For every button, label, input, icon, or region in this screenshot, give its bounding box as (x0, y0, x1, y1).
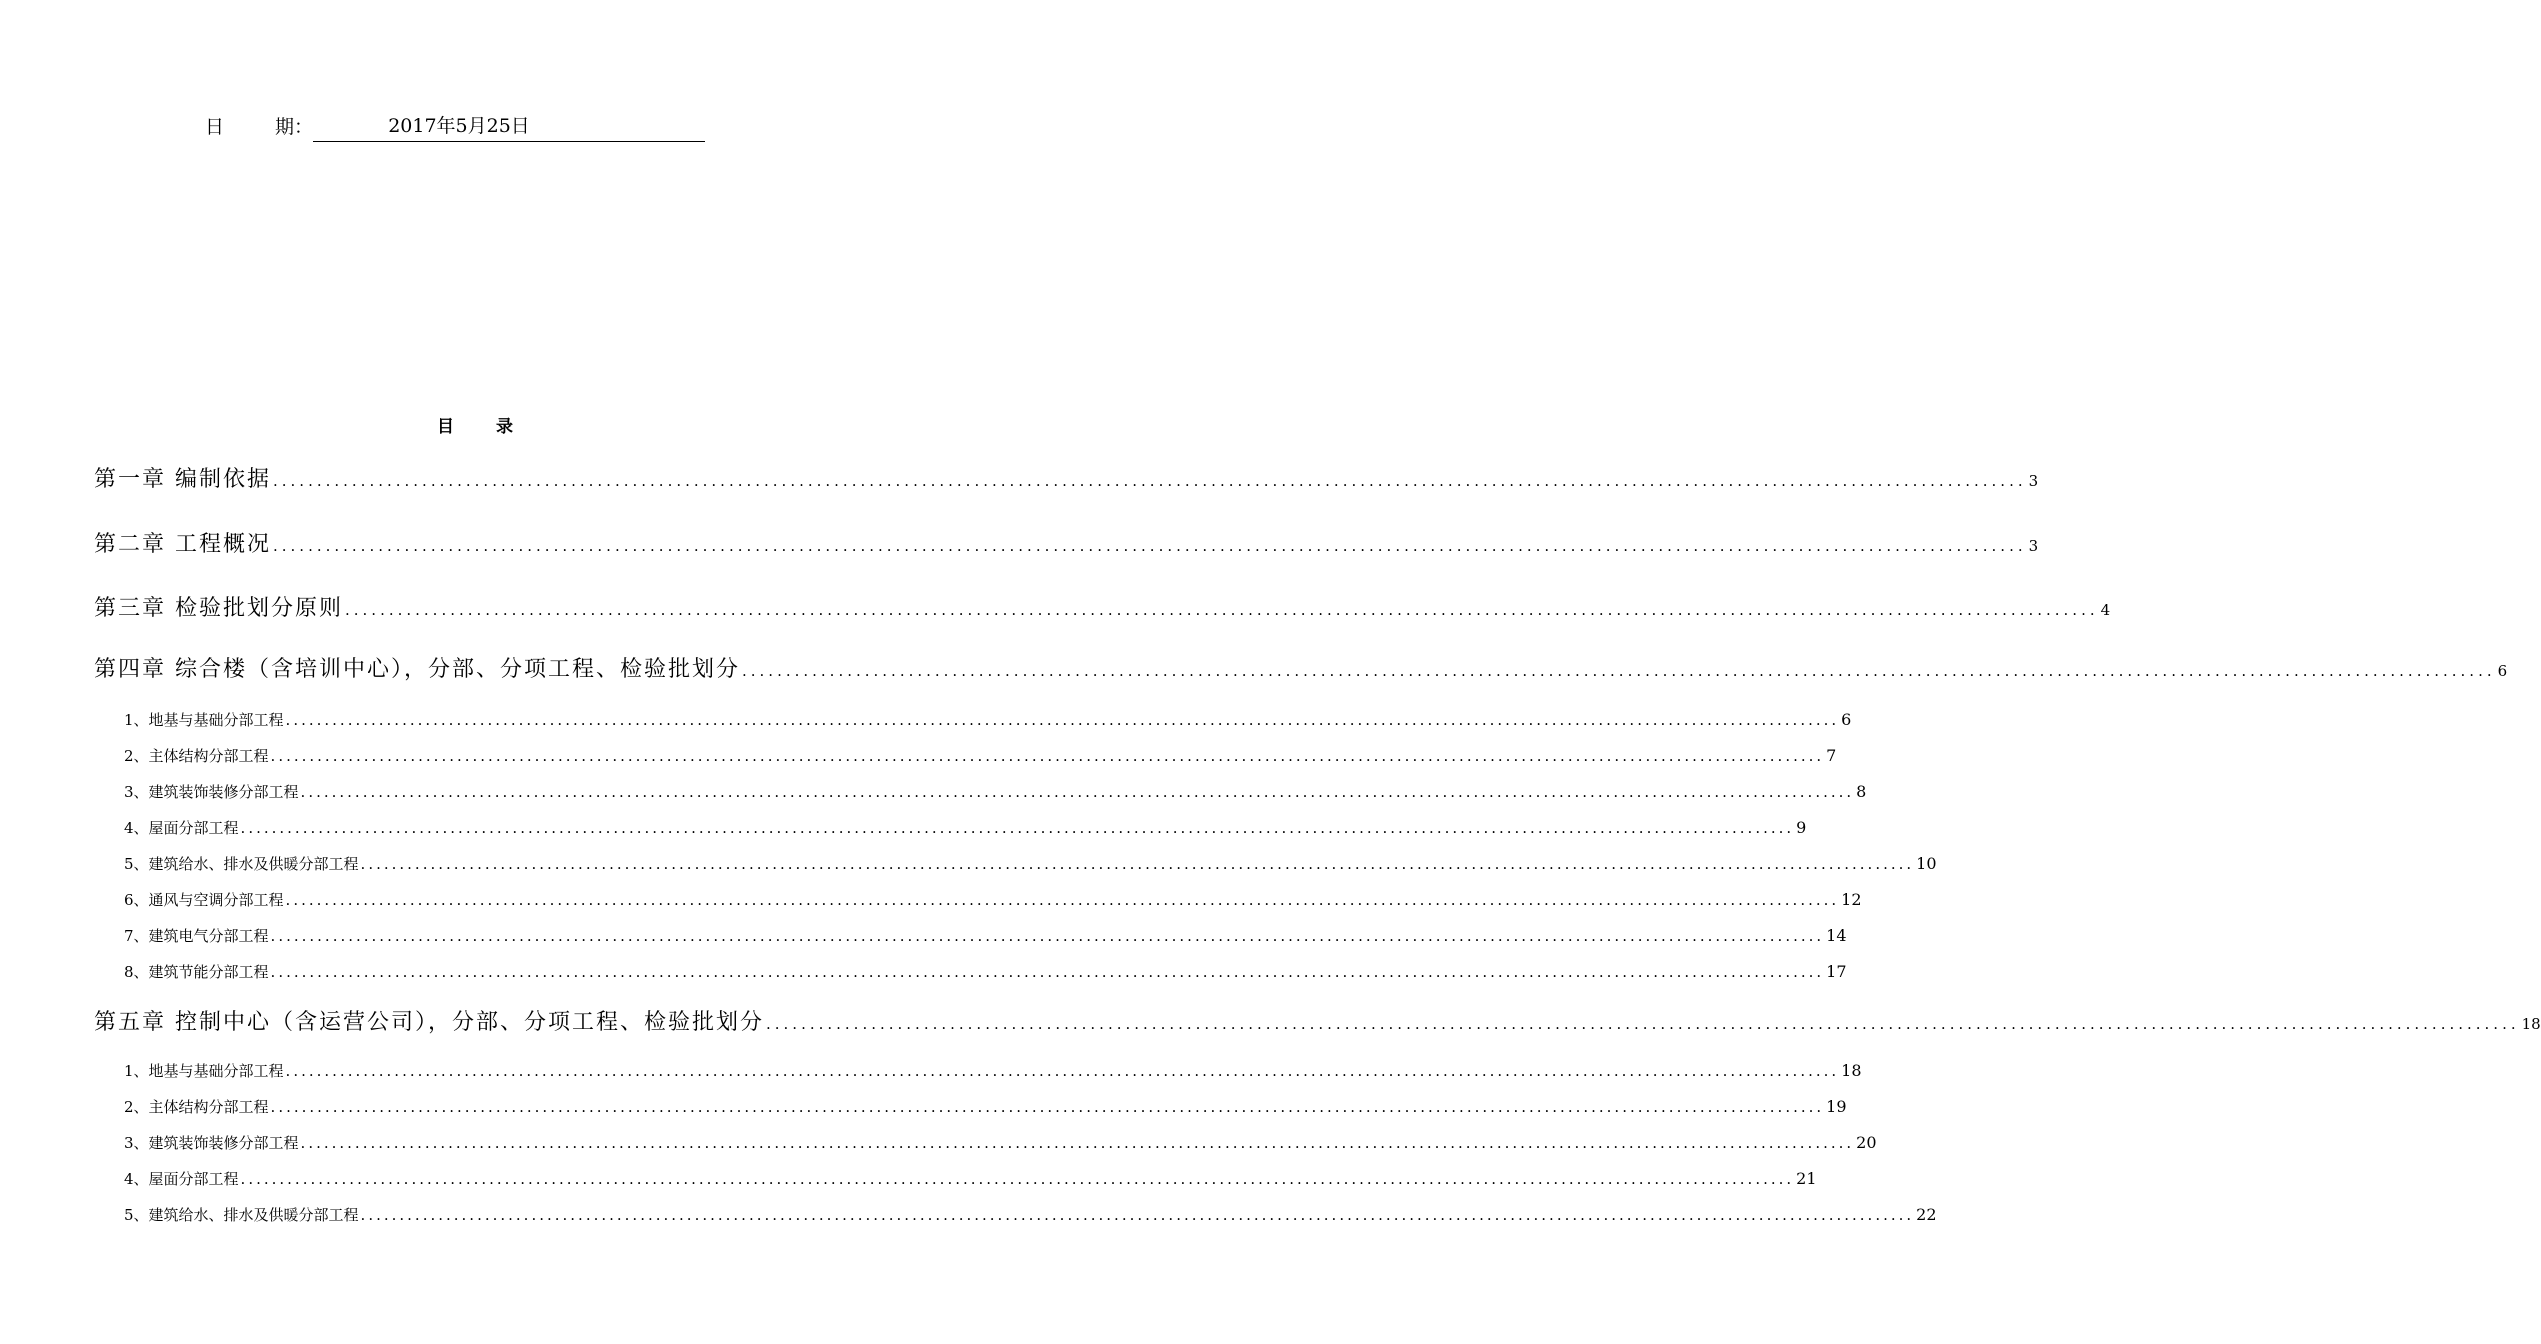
toc-entry-page: 6 (2497, 662, 2508, 680)
date-label-left: 日 (205, 116, 225, 138)
date-line (205, 112, 705, 142)
toc-entry-section[interactable] (124, 1168, 1817, 1189)
toc-leader-dots: ........................................................................................................................................................................................................ (270, 927, 1825, 945)
toc-leader-dots: ........................................................................................................................................................................................................ (273, 537, 2027, 555)
toc-leader-dots: ........................................................................................................................................................................................................ (742, 662, 2496, 680)
toc-entry-page: 19 (1826, 1097, 1847, 1116)
toc-entry-page: 3 (2028, 472, 2039, 490)
toc-entry-page: 10 (1916, 854, 1937, 873)
toc-entry-text: 4、屋面分部工程 (124, 1170, 239, 1188)
toc-leader-dots: ........................................................................................................................................................................................................ (285, 711, 1840, 729)
toc-entry-section[interactable] (124, 925, 1847, 946)
toc-entry-section[interactable] (124, 1060, 1862, 1081)
toc-entry-page: 4 (2100, 601, 2111, 619)
toc-entry-chapter-1[interactable] (94, 462, 2039, 493)
toc-entry-page: 18 (1841, 1061, 1862, 1080)
toc-entry-section[interactable] (124, 817, 1807, 838)
toc-entry-text: 第一章 编制依据 (94, 467, 271, 492)
toc-entry-page: 18 (2521, 1015, 2541, 1033)
toc-leader-dots: ........................................................................................................................................................................................................ (285, 891, 1840, 909)
toc-entry-section[interactable] (124, 1096, 1847, 1117)
toc-leader-dots: ........................................................................................................................................................................................................ (240, 819, 1795, 837)
toc-entry-page: 6 (1841, 710, 1852, 729)
toc-entry-section[interactable] (124, 781, 1867, 802)
toc-leader-dots: ........................................................................................................................................................................................................ (270, 747, 1825, 765)
toc-entry-page: 17 (1826, 962, 1847, 981)
date-label (205, 112, 313, 142)
toc-entry-page: 22 (1916, 1205, 1937, 1224)
toc-entry-text: 1、地基与基础分部工程 (124, 711, 284, 729)
toc-entry-text: 1、地基与基础分部工程 (124, 1062, 284, 1080)
toc-entry-page: 8 (1856, 782, 1867, 801)
toc-entry-chapter-2[interactable] (94, 527, 2039, 558)
date-value: 2017年5月25日 (313, 111, 705, 142)
toc-leader-dots: ........................................................................................................................................................................................................ (300, 1134, 1855, 1152)
toc-entry-page: 21 (1796, 1169, 1817, 1188)
toc-entry-text: 2、主体结构分部工程 (124, 1098, 269, 1116)
date-label-right: 期： (274, 116, 313, 138)
toc-entry-text: 5、建筑给水、排水及供暖分部工程 (124, 855, 359, 873)
toc-entry-text: 第二章 工程概况 (94, 532, 271, 557)
toc-entry-section[interactable] (124, 745, 1837, 766)
toc-leader-dots: ........................................................................................................................................................................................................ (285, 1062, 1840, 1080)
toc-entry-text: 第四章 综合楼（含培训中心），分部、分项工程、检验批划分 (94, 657, 740, 682)
toc-entry-page: 14 (1826, 926, 1847, 945)
toc-entry-chapter-5[interactable] (94, 1005, 2541, 1036)
toc-entry-text: 8、建筑节能分部工程 (124, 963, 269, 981)
toc-entry-text: 4、屋面分部工程 (124, 819, 239, 837)
toc-leader-dots: ........................................................................................................................................................................................................ (360, 1206, 1915, 1224)
toc-entry-text: 7、建筑电气分部工程 (124, 927, 269, 945)
toc-entry-page: 3 (2028, 537, 2039, 555)
toc-entry-chapter-4[interactable] (94, 652, 2508, 683)
toc-leader-dots: ........................................................................................................................................................................................................ (270, 1098, 1825, 1116)
toc-entry-page: 7 (1826, 746, 1837, 765)
toc-entry-page: 20 (1856, 1133, 1877, 1152)
toc-entry-section[interactable] (124, 1204, 1937, 1225)
toc-title: 目 录 (437, 417, 531, 437)
toc-entry-section[interactable] (124, 1132, 1877, 1153)
toc-leader-dots: ........................................................................................................................................................................................................ (270, 963, 1825, 981)
toc-entry-page: 9 (1796, 818, 1807, 837)
toc-entry-text: 6、通风与空调分部工程 (124, 891, 284, 909)
toc-entry-text: 5、建筑给水、排水及供暖分部工程 (124, 1206, 359, 1224)
toc-leader-dots: ........................................................................................................................................................................................................ (345, 601, 2099, 619)
toc-entry-text: 第三章 检验批划分原则 (94, 596, 343, 621)
toc-entry-chapter-3[interactable] (94, 591, 2111, 622)
toc-leader-dots: ........................................................................................................................................................................................................ (240, 1170, 1795, 1188)
toc-entry-section[interactable] (124, 709, 1852, 730)
toc-leader-dots: ........................................................................................................................................................................................................ (273, 472, 2027, 490)
toc-leader-dots: ........................................................................................................................................................................................................ (300, 783, 1855, 801)
toc-entry-text: 第五章 控制中心（含运营公司），分部、分项工程、检验批划分 (94, 1010, 764, 1035)
toc-leader-dots: ........................................................................................................................................................................................................ (360, 855, 1915, 873)
toc-leader-dots: ........................................................................................................................................................................................................ (766, 1015, 2520, 1033)
toc-entry-text: 3、建筑装饰装修分部工程 (124, 1134, 299, 1152)
toc-entry-text: 3、建筑装饰装修分部工程 (124, 783, 299, 801)
toc-entry-section[interactable] (124, 961, 1847, 982)
toc-entry-section[interactable] (124, 853, 1937, 874)
toc-entry-page: 12 (1841, 890, 1862, 909)
toc-entry-section[interactable] (124, 889, 1862, 910)
toc-entry-text: 2、主体结构分部工程 (124, 747, 269, 765)
